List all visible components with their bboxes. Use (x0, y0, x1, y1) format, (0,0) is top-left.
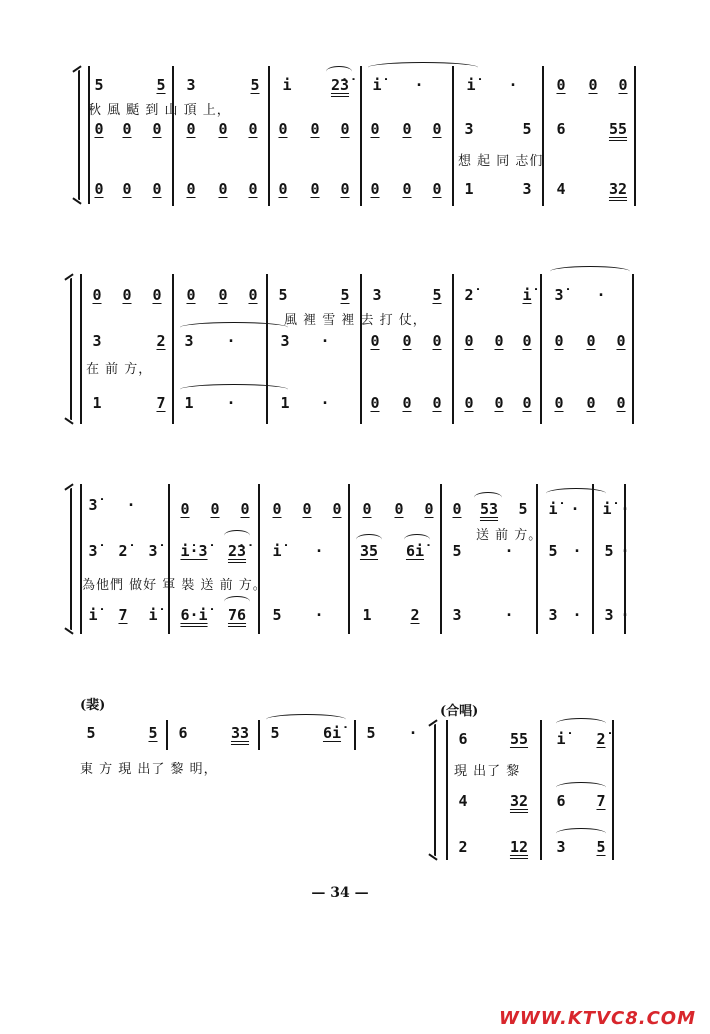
note: 2̇ (118, 542, 128, 560)
note: 0 (586, 332, 596, 350)
note: 0 (210, 500, 220, 518)
note: 4 (556, 180, 566, 198)
note: 1 (362, 606, 372, 624)
barline (542, 66, 544, 206)
note: 0 (556, 76, 566, 94)
note: 0 (554, 332, 564, 350)
note: 0 (464, 394, 474, 412)
barline (440, 484, 442, 634)
note: 32 (608, 180, 628, 198)
note: 0 (394, 500, 404, 518)
system-bracket (80, 274, 82, 424)
note: · (620, 606, 630, 624)
note: 3̇ (88, 496, 98, 514)
note: 0 (522, 332, 532, 350)
barline (452, 66, 454, 206)
note: 5 (518, 500, 528, 518)
note: 6i̇ (322, 724, 342, 742)
barline (268, 66, 270, 206)
note: · (314, 606, 324, 624)
note: i̇ (548, 500, 558, 518)
barline (348, 484, 350, 634)
note: 0 (402, 394, 412, 412)
note: 0 (122, 180, 132, 198)
note: 0 (332, 500, 342, 518)
note: 3̇ (554, 286, 564, 304)
solo-label: (裴) (80, 698, 106, 713)
note: 0 (152, 180, 162, 198)
note: i̇·3̇ (180, 542, 208, 560)
note: 0 (616, 332, 626, 350)
note: · (570, 500, 580, 518)
note: 0 (186, 286, 196, 304)
note: 5 (432, 286, 442, 304)
watermark: WWW.KTVC8.COM (499, 1008, 696, 1029)
note: 6i̇ (405, 542, 425, 560)
lyric-line: 秋 風 颳 到 山 頂 上， (88, 103, 231, 118)
note: i̇ (272, 542, 282, 560)
note: 0 (278, 120, 288, 138)
note: 0 (370, 180, 380, 198)
barline (452, 274, 454, 424)
tie (550, 266, 630, 277)
page-number: — 34 — (311, 885, 369, 901)
note: · (620, 500, 630, 518)
barline (632, 274, 634, 424)
tie (368, 62, 478, 73)
note: · (314, 542, 324, 560)
note: 0 (240, 500, 250, 518)
note: 0 (586, 394, 596, 412)
note: 3 (556, 838, 566, 856)
note: 1 (92, 394, 102, 412)
note: 5 (522, 120, 532, 138)
note: 0 (272, 500, 282, 518)
note: 5 (604, 542, 614, 560)
note: 3 (280, 332, 290, 350)
note: 0 (370, 394, 380, 412)
note: 2̇3̇ (330, 76, 350, 94)
note: · (414, 76, 424, 94)
note: 0 (432, 332, 442, 350)
note: 0 (432, 394, 442, 412)
note: 0 (402, 180, 412, 198)
note: 0 (464, 332, 474, 350)
note: 3̇ (88, 542, 98, 560)
barline (172, 66, 174, 206)
tie (224, 530, 250, 541)
note: 0 (248, 120, 258, 138)
note: 0 (616, 394, 626, 412)
note: 2 (410, 606, 420, 624)
note: 5 (270, 724, 280, 742)
note: 2 (156, 332, 166, 350)
barline (266, 274, 268, 424)
barline (354, 720, 356, 750)
barline (258, 484, 260, 634)
note: 5 (272, 606, 282, 624)
note: 0 (402, 120, 412, 138)
note: i (282, 76, 292, 94)
barline (258, 720, 260, 750)
note: 5 (250, 76, 260, 94)
note: 0 (186, 120, 196, 138)
note: 0 (180, 500, 190, 518)
note: 5 (452, 542, 462, 560)
note: 6·i̇ (180, 606, 208, 624)
note: 3 (184, 332, 194, 350)
note: 0 (92, 286, 102, 304)
note: 35 (359, 542, 379, 560)
lyric-line: 東 方 現 出了 黎 明， (80, 762, 218, 777)
note: 2̇ (596, 730, 606, 748)
note: 0 (310, 180, 320, 198)
barline (360, 66, 362, 206)
note: 0 (494, 332, 504, 350)
note: 6 (178, 724, 188, 742)
note: 0 (218, 120, 228, 138)
note: · (596, 286, 606, 304)
note: i̇ (556, 730, 566, 748)
note: 53 (479, 500, 499, 518)
note: 5 (278, 286, 288, 304)
lyric-line: 在 前 方， (86, 362, 153, 377)
barline (540, 274, 542, 424)
system-brace (78, 70, 80, 200)
note: i̇ (522, 286, 532, 304)
note: 3 (452, 606, 462, 624)
note: · (572, 542, 582, 560)
system-brace (70, 488, 72, 630)
chorus-label: (合唱) (440, 704, 479, 719)
note: · (226, 394, 236, 412)
note: 0 (452, 500, 462, 518)
note: 0 (248, 286, 258, 304)
note: · (508, 76, 518, 94)
note: 0 (522, 394, 532, 412)
note: 0 (618, 76, 628, 94)
note: 55 (509, 730, 529, 748)
note: · (620, 542, 630, 560)
note: i̇ (148, 606, 158, 624)
note: 0 (554, 394, 564, 412)
barline (592, 484, 594, 634)
note: 2̇ (464, 286, 474, 304)
lyric-line: 為他們 做好 軍 裝 送 前 方。 (82, 578, 267, 593)
note: 0 (370, 120, 380, 138)
note: · (320, 394, 330, 412)
note: 3̇ (148, 542, 158, 560)
lyric-line: 送 前 方。 (476, 528, 543, 543)
note: 5 (548, 542, 558, 560)
note: 0 (432, 120, 442, 138)
lyric-line: 風 裡 雪 裡 去 打 仗， (284, 313, 427, 328)
note: i̇ (466, 76, 476, 94)
note: 2̇3̇ (227, 542, 247, 560)
note: 0 (122, 286, 132, 304)
note: 7 (596, 792, 606, 810)
lyric-line: 現 出了 黎 (454, 764, 521, 779)
system-brace (70, 278, 72, 420)
tie (546, 488, 606, 499)
note: 12 (509, 838, 529, 856)
note: 5 (366, 724, 376, 742)
note: 33 (230, 724, 250, 742)
note: 0 (94, 180, 104, 198)
barline (536, 484, 538, 634)
note: 5 (156, 76, 166, 94)
barline (360, 274, 362, 424)
note: 0 (362, 500, 372, 518)
note: 0 (278, 180, 288, 198)
barline (172, 274, 174, 424)
note: 5 (596, 838, 606, 856)
chorus-brace (434, 724, 436, 856)
note: 3 (604, 606, 614, 624)
note: 7 (118, 606, 128, 624)
note: 5 (340, 286, 350, 304)
note: 0 (152, 286, 162, 304)
note: i̇ (602, 500, 612, 518)
barline (168, 484, 170, 634)
note: · (504, 542, 514, 560)
note: 3 (522, 180, 532, 198)
note: 0 (588, 76, 598, 94)
note: · (126, 496, 136, 514)
note: 0 (186, 180, 196, 198)
note: 4 (458, 792, 468, 810)
note: 0 (424, 500, 434, 518)
note: 32 (509, 792, 529, 810)
note: 0 (432, 180, 442, 198)
note: 0 (218, 286, 228, 304)
note: 0 (340, 180, 350, 198)
note: 2 (458, 838, 468, 856)
barline (634, 66, 636, 206)
note: · (226, 332, 236, 350)
note: 0 (370, 332, 380, 350)
note: 7 (156, 394, 166, 412)
note: 0 (340, 120, 350, 138)
note: 0 (248, 180, 258, 198)
note: 3 (92, 332, 102, 350)
note: 0 (152, 120, 162, 138)
note: 1 (280, 394, 290, 412)
note: · (572, 606, 582, 624)
note: i̇ (88, 606, 98, 624)
note: 0 (494, 394, 504, 412)
note: 1 (184, 394, 194, 412)
note: 3 (372, 286, 382, 304)
note: 0 (94, 120, 104, 138)
note: 0 (218, 180, 228, 198)
note: 0 (302, 500, 312, 518)
note: 6 (556, 792, 566, 810)
barline (540, 720, 542, 860)
note: 3 (548, 606, 558, 624)
note: 5 (94, 76, 104, 94)
note: 55 (608, 120, 628, 138)
note: 5 (148, 724, 158, 742)
note: 0 (310, 120, 320, 138)
note: · (320, 332, 330, 350)
barline (166, 720, 168, 750)
note: 5 (86, 724, 96, 742)
note: · (504, 606, 514, 624)
note: 3 (186, 76, 196, 94)
note: · (408, 724, 418, 742)
note: 6 (458, 730, 468, 748)
note: 76 (227, 606, 247, 624)
note: 6 (556, 120, 566, 138)
tie (556, 718, 606, 729)
chorus-bracket (446, 720, 448, 860)
note: i̇ (372, 76, 382, 94)
note: 3 (464, 120, 474, 138)
lyric-line: 想 起 同 志们 (458, 154, 544, 169)
note: 0 (402, 332, 412, 350)
note: 0 (122, 120, 132, 138)
barline (612, 720, 614, 860)
note: 1 (464, 180, 474, 198)
